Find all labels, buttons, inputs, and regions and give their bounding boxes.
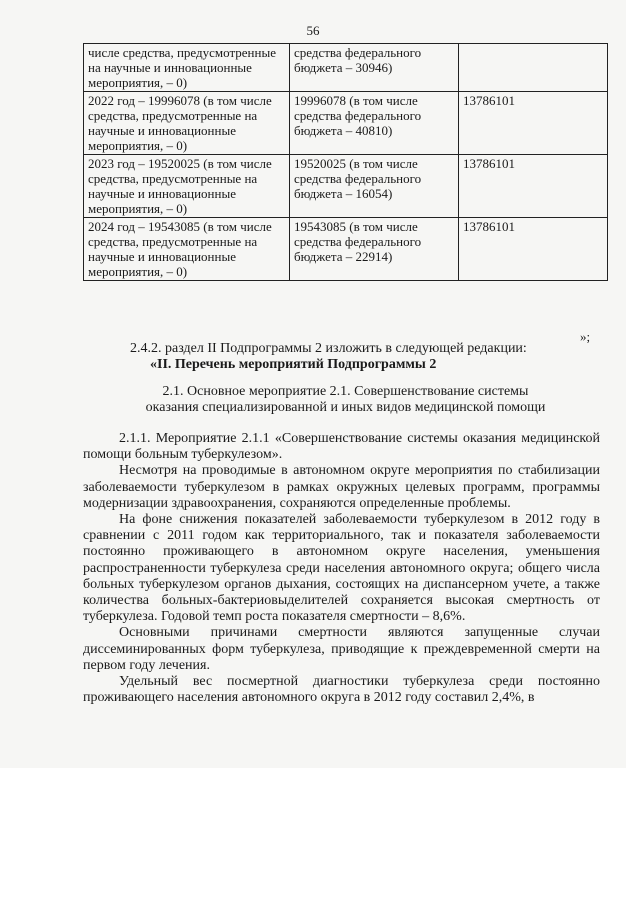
table-row xyxy=(84,155,608,218)
table-cell: 19996078 (в том числе средства федерального бюджета – 40810) xyxy=(290,92,459,155)
page-number: 56 xyxy=(306,23,320,38)
paragraph: Удельный вес посмертной диагностики туберкулеза среди постоянно проживающего населения автономного округа в 2012 году составил 2,4%, в xyxy=(83,674,600,706)
subheading xyxy=(83,384,608,416)
table-row xyxy=(84,44,608,92)
paragraph: 2.1.1. Мероприятие 2.1.1 «Совершенствование системы оказания медицинской помощи больным туберкулезом». xyxy=(83,431,600,463)
paragraph: Основными причинами смертности являются запущенные случаи диссеминированных форм туберкулеза, приводящие к преждевременной смерти на первом году лечения. xyxy=(83,625,600,673)
table-row xyxy=(84,92,608,155)
subheading-line: 2.1. Основное мероприятие 2.1. Совершенствование системы xyxy=(162,384,529,399)
body-text xyxy=(83,431,600,706)
table-cell: 13786101 xyxy=(459,92,608,155)
table-cell: 2023 год – 19520025 (в том числе средства, предусмотренные на научные и инновационные мероприятия, – 0) xyxy=(84,155,290,218)
table-cell: 13786101 xyxy=(459,218,608,281)
table-cell: 2022 год – 19996078 (в том числе средства, предусмотренные на научные и инновационные мероприятия, – 0) xyxy=(84,92,290,155)
table-cell: 19543085 (в том числе средства федерального бюджета – 22914) xyxy=(290,218,459,281)
table-cell xyxy=(459,44,608,92)
table-cell: средства федерального бюджета – 30946) xyxy=(290,44,459,92)
amendment-line: 2.4.2. раздел II Подпрограммы 2 изложить в следующей редакции: xyxy=(130,341,527,356)
paragraph: На фоне снижения показателей заболеваемости туберкулезом в 2012 году в сравнении с 2011 годом как территориального, так и показателя заболеваемости постоянно проживающего в автономном округе населения, уменьшения распространенности туберкулеза среди населения автономного округа; общего числа больных туберкулезом органов дыхания, состоящих на диспансерном учете, а также количества больных-бактериовыделителей сохраняется высокая смертность от туберкулеза. Годовой темп роста показателя смертности – 8,6%. xyxy=(83,512,600,625)
table-cell: 19520025 (в том числе средства федерального бюджета – 16054) xyxy=(290,155,459,218)
table-row xyxy=(84,218,608,281)
section-title: «II. Перечень мероприятий Подпрограммы 2 xyxy=(150,357,437,372)
subheading-line: оказания специализированной и иных видов медицинской помощи xyxy=(145,400,546,415)
paragraph: Несмотря на проводимые в автономном округе мероприятия по стабилизации заболеваемости туберкулезом в рамках окружных целевых программ, программы модернизации здравоохранения, сохраняются определенные проблемы. xyxy=(83,463,600,511)
funding-table xyxy=(83,43,608,281)
quote-closing-mark: »; xyxy=(580,329,591,344)
table-cell: 13786101 xyxy=(459,155,608,218)
table-cell: 2024 год – 19543085 (в том числе средства, предусмотренные на научные и инновационные мероприятия, – 0) xyxy=(84,218,290,281)
table-cell: числе средства, предусмотренные на научные и инновационные мероприятия, – 0) xyxy=(84,44,290,92)
